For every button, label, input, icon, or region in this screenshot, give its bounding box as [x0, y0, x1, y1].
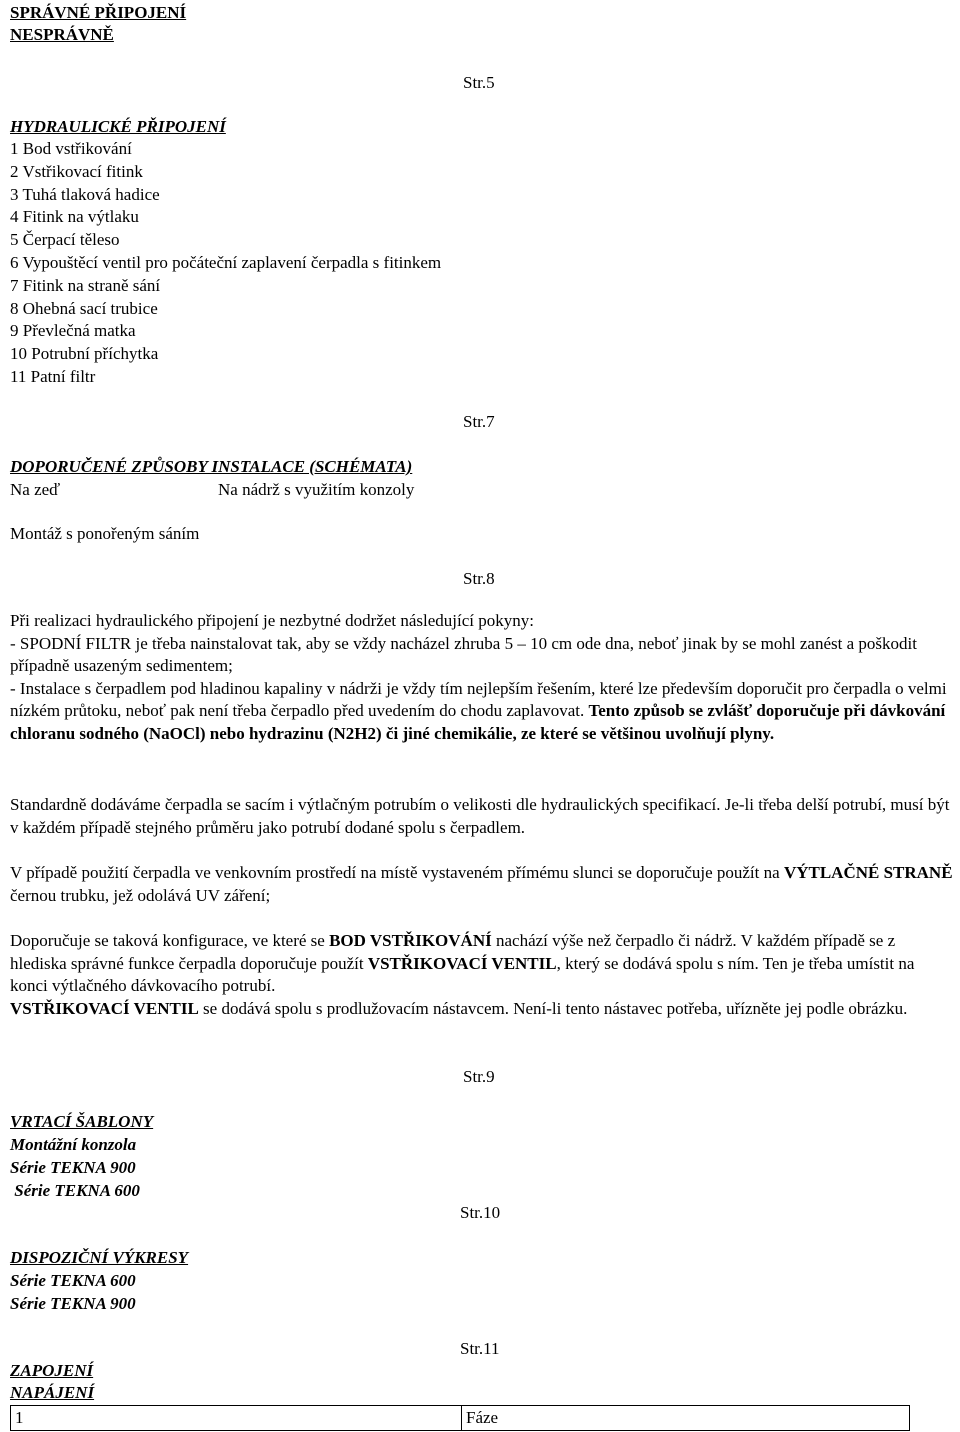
- drawings-line: Série TEKNA 900: [10, 1294, 136, 1313]
- caption-tank-mount: Na nádrž s využitím konzoly: [218, 480, 415, 499]
- paragraph-instructions: [10, 610, 955, 746]
- list-item: 5 Čerpací těleso: [10, 230, 120, 250]
- paragraph-text: Při realizaci hydraulického připojení je nezbytné dodržet následující pokyny:: [10, 611, 534, 630]
- heading-dimensional-drawings: DISPOZIČNÍ VÝKRESY: [10, 1248, 189, 1267]
- list-item: 1 Bod vstřikování: [10, 139, 132, 158]
- paragraph-text: se dodává spolu s prodlužovacím nástavcem. Není-li tento nástavec potřeba, uřízněte jej podle obrázku.: [198, 998, 908, 1018]
- heading-drilling-templates: VRTACÍ ŠABLONY: [10, 1112, 154, 1131]
- list-item: 9 Převlečná matka: [10, 321, 136, 341]
- paragraph-text: - Instalace s čerpadlem pod hladinou kapaliny v nádrži je vždy tím nejlepším řešením, které lze především doporučit pro čerpadla o velmi nízkém průtoku, neboť pak není třeba čerpadlo před uvedením do chodu zaplavovat.: [10, 678, 947, 721]
- drawings-line: Série TEKNA 600: [10, 1271, 136, 1290]
- list-item: 2 Vstřikovací fitink: [10, 161, 143, 181]
- paragraph-text: Doporučuje se taková konfigurace, ve které se: [10, 931, 330, 950]
- list-item: 6 Vypouštěcí ventil pro počáteční zaplavení čerpadla s fitinkem: [10, 252, 442, 272]
- caption-wall-mount: Na zeď: [10, 480, 61, 499]
- templates-line: Montážní konzola: [10, 1135, 137, 1154]
- page-ref-7: Str.7: [463, 412, 495, 431]
- paragraph-outdoor-use: [10, 862, 955, 907]
- paragraph-injection-point: [10, 930, 955, 1020]
- page-ref-11: Str.11: [460, 1339, 500, 1358]
- paragraph-text: , který se dodává spolu s ním. Ten je třeba umístit na konci výtlačného dávkovacího potrubí.: [10, 953, 915, 996]
- table-cell: Fáze: [462, 1406, 910, 1431]
- wiring-table: [10, 1405, 910, 1431]
- paragraph-text: nachází výše než čerpadlo či nádrž. V každém případě se z hlediska správné funkce čerpadla doporučuje použít: [10, 931, 896, 973]
- heading-power-supply: NAPÁJENÍ: [10, 1383, 95, 1402]
- paragraph-bold-text: VSTŘIKOVACÍ VENTIL: [367, 953, 557, 973]
- heading-incorrect: NESPRÁVNĚ: [10, 25, 114, 44]
- caption-submerged-suction: Montáž s ponořeným sáním: [10, 524, 200, 543]
- paragraph-standard-piping: Standardně dodáváme čerpadla se sacím i výtlačným potrubím o velikosti dle hydraulických specifikací. Je-li třeba delší potrubí, musí být v každém případě stejného průměru jako potrubí dodané spolu s čerpadlem.: [10, 795, 950, 837]
- hydraulic-parts-list: [10, 138, 441, 389]
- paragraph-text: V případě použití čerpadla ve venkovním prostředí na místě vystaveném přímému slunci se doporučuje použít na: [10, 863, 784, 882]
- paragraph-bold-text: Tento způsob se zvlášť doporučuje při dávkování chloranu sodného (NaOCl) nebo hydrazinu (N2H2) či jiné chemikálie, ze které se většinou uvolňují plyny.: [10, 701, 946, 743]
- page-ref-5: Str.5: [463, 73, 495, 92]
- page-ref-8: Str.8: [463, 569, 495, 588]
- paragraph-bold-text: VÝTLAČNÉ STRANĚ: [783, 863, 953, 882]
- heading-hydraulic-connection: HYDRAULICKÉ PŘIPOJENÍ: [10, 117, 226, 136]
- heading-installation-methods: DOPORUČENÉ ZPŮSOBY INSTALACE (SCHÉMATA): [10, 457, 413, 476]
- paragraph-bold-text: VSTŘIKOVACÍ VENTIL: [10, 998, 199, 1018]
- templates-line: Série TEKNA 600: [10, 1181, 140, 1200]
- heading-correct-connection: SPRÁVNÉ PŘIPOJENÍ: [10, 3, 187, 22]
- list-item: 10 Potrubní příchytka: [10, 344, 159, 364]
- paragraph-bold-text: BOD VSTŘIKOVÁNÍ: [329, 931, 492, 950]
- list-item: 7 Fitink na straně sání: [10, 275, 161, 295]
- paragraph-text: - SPODNÍ FILTR je třeba nainstalovat tak, aby se vždy nacházel zhruba 5 – 10 cm ode dna, neboť jinak by se mohl zanést a poškodit případně usazeným sedimentem;: [10, 633, 917, 676]
- table-row: [11, 1406, 910, 1431]
- page-ref-10: Str.10: [460, 1203, 501, 1222]
- heading-wiring: ZAPOJENÍ: [10, 1361, 94, 1380]
- list-item: 4 Fitink na výtlaku: [10, 207, 139, 227]
- list-item: 3 Tuhá tlaková hadice: [10, 184, 160, 204]
- table-cell: 1: [11, 1406, 462, 1431]
- templates-line: Série TEKNA 900: [10, 1158, 136, 1177]
- list-item: 11 Patní filtr: [10, 366, 96, 386]
- page-ref-9: Str.9: [463, 1067, 495, 1086]
- list-item: 8 Ohebná sací trubice: [10, 298, 158, 318]
- paragraph-text: černou trubku, jež odolává UV záření;: [10, 885, 271, 905]
